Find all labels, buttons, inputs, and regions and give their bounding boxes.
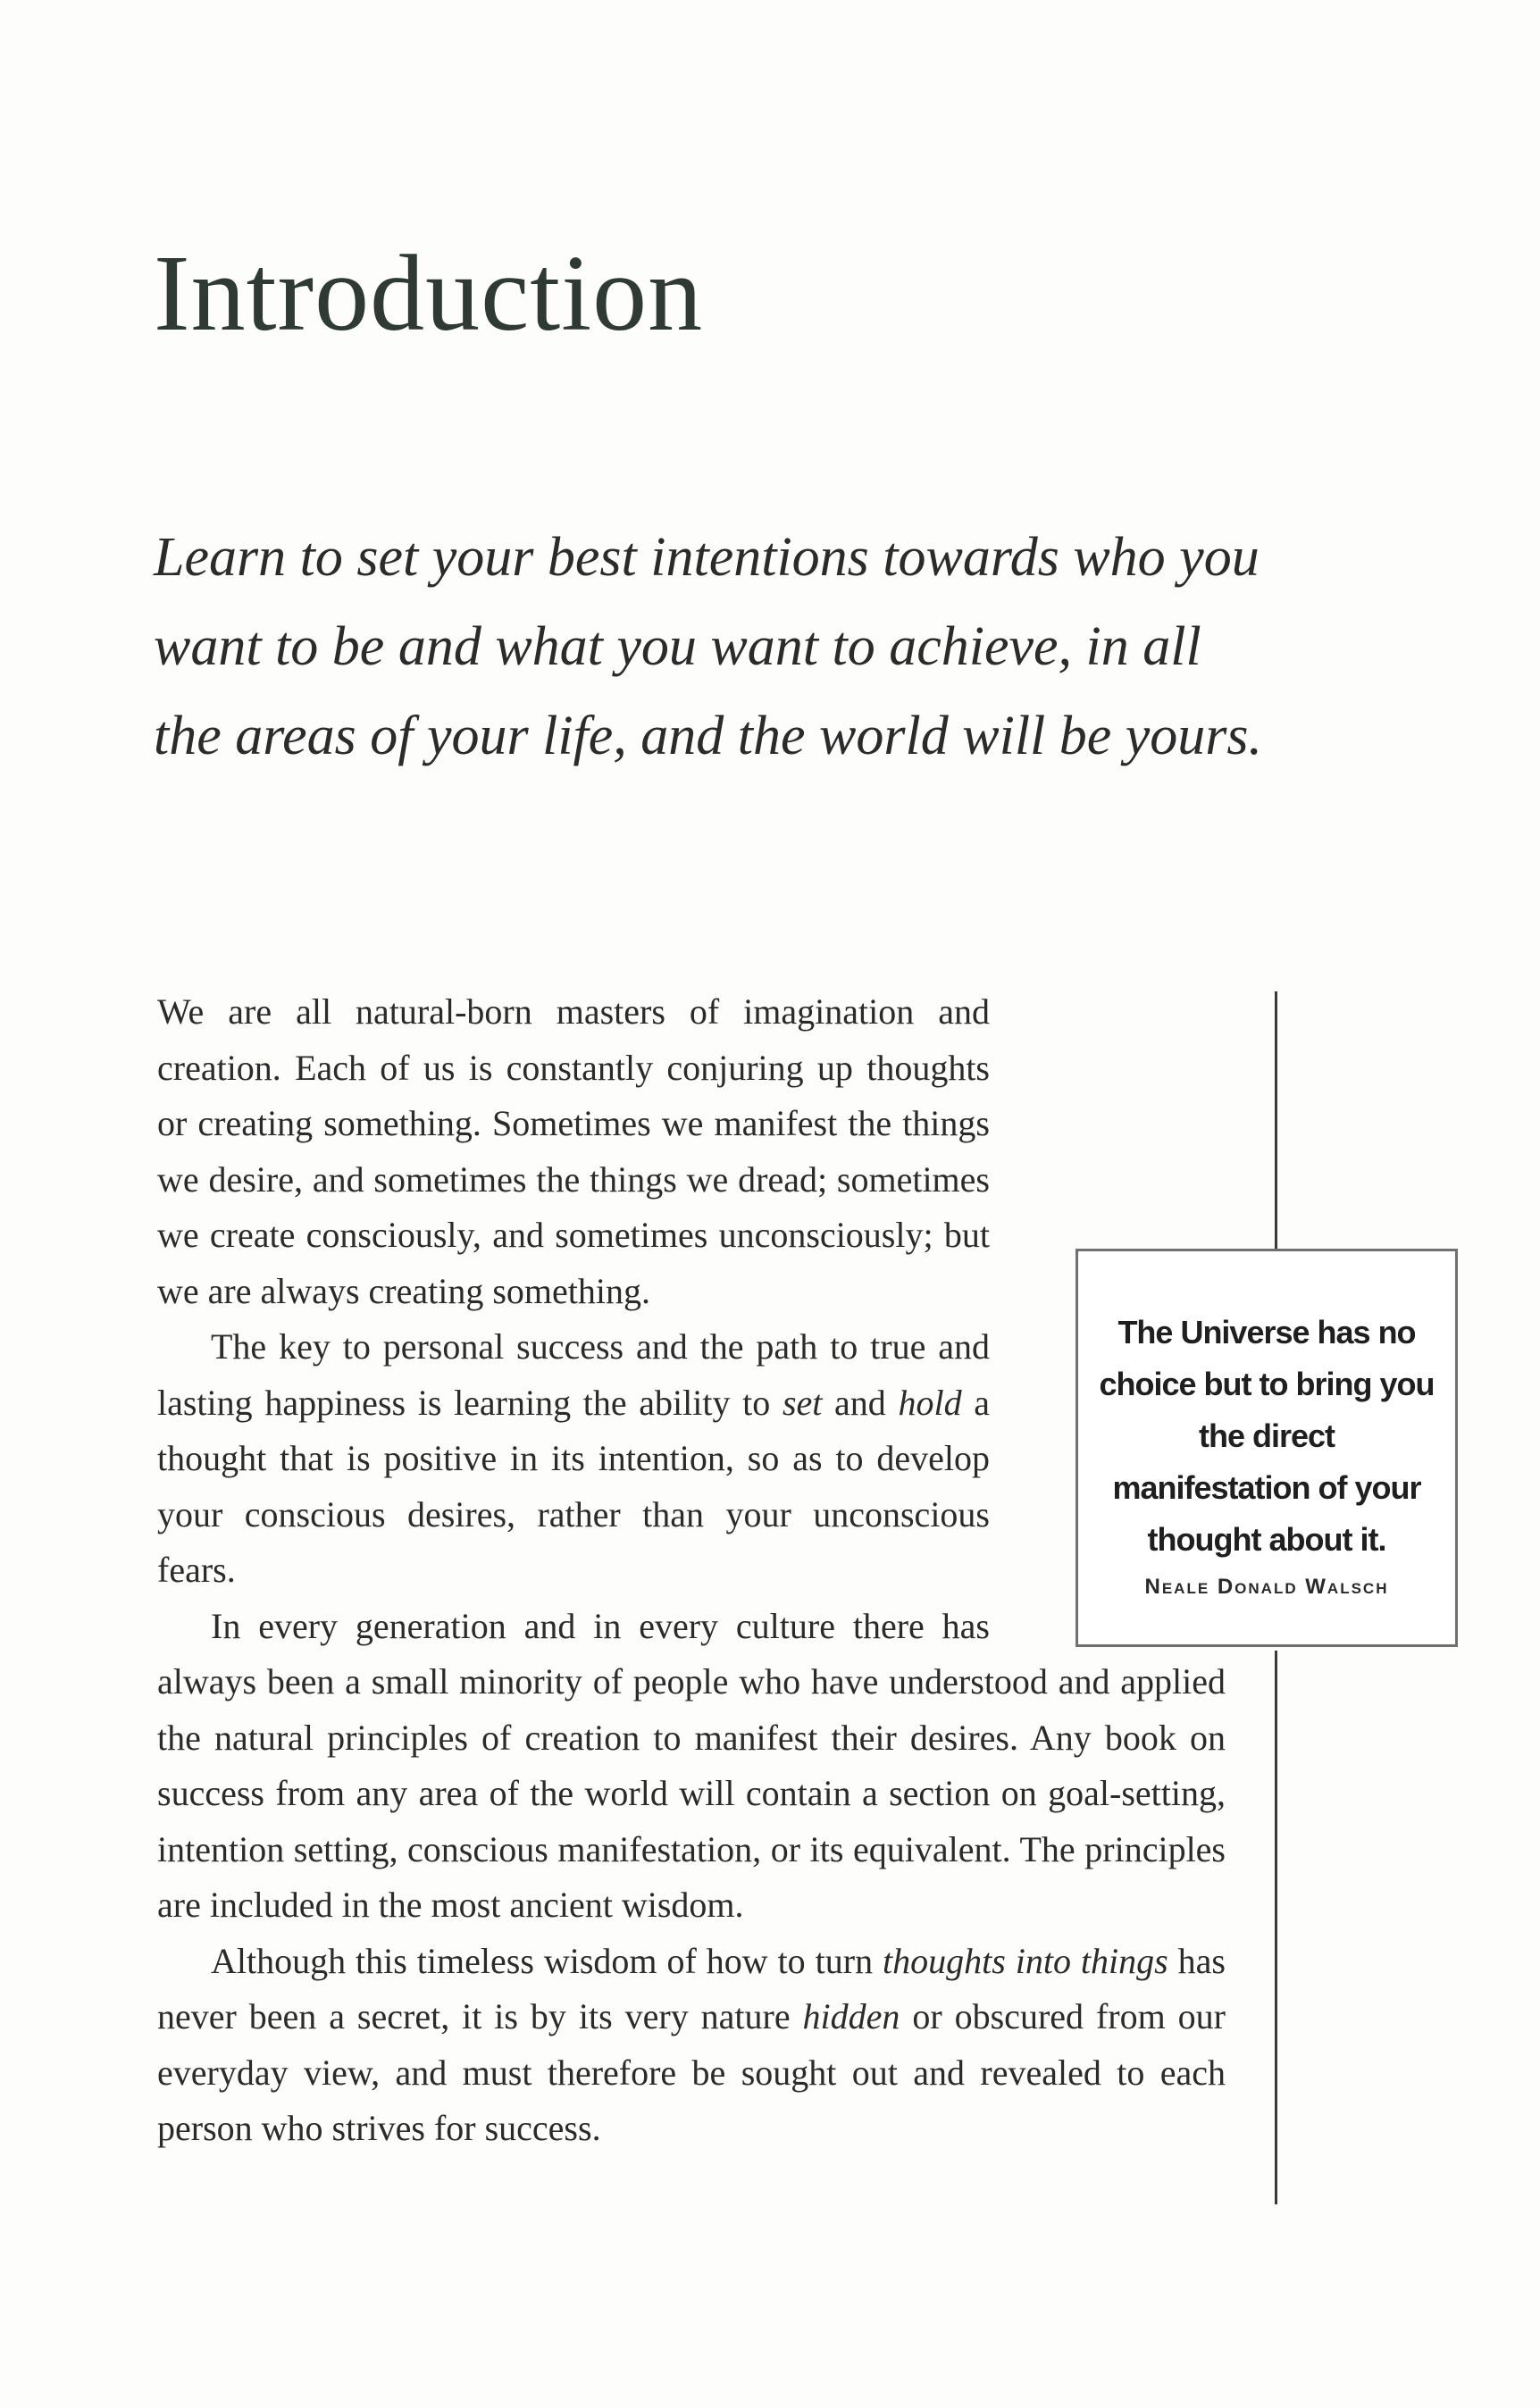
chapter-epigraph: Learn to set your best intentions towards who you want to be and what you want to achieve, in all the areas of your life, and the world will be yours. <box>154 527 1263 766</box>
margin-rule-top <box>1275 991 1277 1250</box>
paragraph-4-part-b: has never been a secret, it is by its very nature <box>157 1940 1226 2036</box>
paragraph-2-part-c: a thought that is positive in its intention, so as to develop your conscious desires, rather than your unconscious fears. <box>157 1382 990 1590</box>
paragraph-3: In every generation and in every culture there has always been a small minority of people who have understood and applied the natural principles of creation to manifest their desires. Any book on success from any area of the world will contain a section on goal-setting, intention setting, conscious manifestation, or its equivalent. The principles are included in the most ancient wisdom. <box>157 1605 1226 1925</box>
paragraph-4 <box>157 1934 1226 2157</box>
sidebar-quote-box <box>1075 1249 1458 1647</box>
body-text <box>157 984 1226 2157</box>
emphasis-hold: hold <box>898 1382 962 1423</box>
chapter-title: Introduction <box>154 233 704 354</box>
sidebar-quote-text: The Universe has no choice but to bring you the direct manifestation of your thought about it. <box>1099 1314 1435 1558</box>
emphasis-thoughts-into-things: thoughts into things <box>883 1940 1168 1981</box>
paragraph-4-part-a: Although this timeless wisdom of how to turn <box>211 1940 883 1981</box>
sidebar-quote-author: Neale Donald Walsch <box>1144 1575 1389 1599</box>
paragraph-2-part-b: and <box>822 1382 899 1423</box>
paragraph-2-part-a: The key to personal success and the path to true and lasting happiness is learning the ability to <box>157 1326 990 1423</box>
emphasis-set: set <box>782 1382 823 1423</box>
margin-rule-bottom <box>1275 1651 1277 2204</box>
paragraph-1: We are all natural-born masters of imagination and creation. Each of us is constantly conjuring up thoughts or creating something. Sometimes we manifest the things we desire, and sometimes the things we dread; sometimes we create consciously, and sometimes unconsciously; but we are always creating something. <box>157 991 990 1311</box>
paragraph-4-part-c: or obscured from our everyday view, and must therefore be sought out and revealed to each person who strives for success. <box>157 1996 1226 2148</box>
emphasis-hidden: hidden <box>802 1996 900 2036</box>
